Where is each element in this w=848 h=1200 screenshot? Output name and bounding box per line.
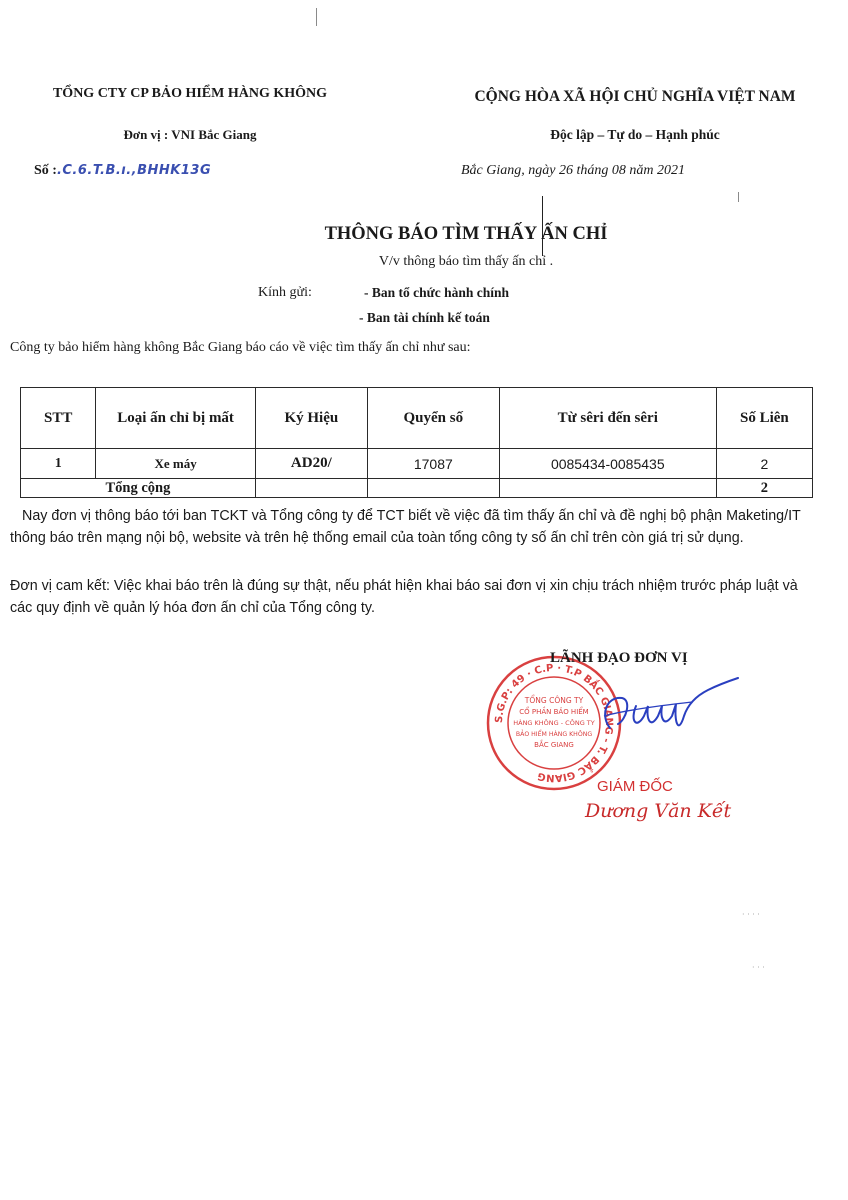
document-number-label: Số : [34, 163, 57, 178]
table-header-cell: Ký Hiệu [255, 388, 367, 449]
table-total-empty [499, 479, 716, 498]
table-cell-stt: 1 [21, 449, 96, 479]
seal-inner-line: HÀNG KHÔNG - CÔNG TY [513, 719, 595, 727]
table-cell-symbol: AD20/ [255, 449, 367, 479]
seal-inner-line: CỔ PHẦN BẢO HIỂM [519, 708, 589, 716]
intro-text: Công ty bảo hiểm hàng không Bắc Giang báo cáo về việc tìm thấy ấn chỉ như sau: [10, 340, 471, 355]
table-total-row [21, 479, 813, 498]
document-number [34, 163, 211, 179]
recipient-item: - Ban tài chính kế toán [359, 310, 490, 325]
document-number-value: .C.6.T.B.ı.‚BHHK13G [56, 163, 212, 178]
body-paragraph: Nay đơn vị thông báo tới ban TCKT và Tổng công ty để TCT biết về việc đã tìm thấy ấn chỉ và đề nghị bộ phận Maketing/IT thông báo trên mạng nội bộ, website và trên hệ thống email của toàn tổng công ty số ấn chỉ trên còn giá trị sử dụng. [10, 508, 801, 546]
unit-label: Đơn vị : VNI Bắc Giang [123, 127, 257, 142]
seal-inner-line: BẢO HIỂM HÀNG KHÔNG [515, 731, 593, 738]
table-cell-book: 17087 [367, 449, 499, 479]
table-total-label: Tổng cộng [21, 479, 256, 498]
seal-inner-line: TỔNG CÔNG TY [524, 696, 584, 705]
recipient-item: - Ban tổ chức hành chính [364, 285, 510, 300]
seal-outer-text: S.G.P: 49 · C.P · T.P BẮC GIANG - T. BẮC GIANG [493, 662, 615, 784]
country-name: CỘNG HÒA XÃ HỘI CHỦ NGHĨA VIỆT NAM [474, 88, 796, 105]
organization-name: TỔNG CTY CP BẢO HIỂM HÀNG KHÔNG [52, 86, 328, 101]
table-total-empty [255, 479, 367, 498]
table-header-cell: STT [21, 388, 96, 449]
scan-artifact-right [738, 192, 739, 202]
table-header-row [21, 388, 813, 449]
table-header-cell: Số Liên [716, 388, 812, 449]
table-header-cell: Từ sêri đến sêri [499, 388, 716, 449]
national-motto: Độc lập – Tự do – Hạnh phúc [550, 127, 720, 142]
table-cell-copies: 2 [716, 449, 812, 479]
table-row [21, 449, 813, 479]
document-subtitle: V/v thông báo tìm thấy ấn chỉ . [378, 254, 554, 269]
seal-inner-line: BẮC GIANG [534, 741, 574, 749]
scan-noise-mark: · · · · [742, 910, 760, 919]
table-total-value: 2 [716, 479, 812, 498]
signer-name: Dương Văn Kết [585, 800, 732, 822]
scan-artifact-top [316, 8, 317, 26]
document-title: THÔNG BÁO TÌM THẤY ẤN CHỈ [324, 224, 608, 244]
found-items-table [20, 387, 813, 498]
recipients-label: Kính gửi: [258, 285, 312, 300]
table-cell-serial-range: 0085434-0085435 [499, 449, 716, 479]
table-cell-type: Xe máy [96, 449, 255, 479]
table-header-cell: Loại ấn chỉ bị mất [96, 388, 255, 449]
table-header-cell: Quyển số [367, 388, 499, 449]
signer-role: GIÁM ĐỐC [597, 778, 673, 795]
body-paragraph: Đơn vị cam kết: Việc khai báo trên là đúng sự thật, nếu phát hiện khai báo sai đơn vị xin chịu trách nhiệm trước pháp luật và các quy định về quản lý hóa đơn ấn chỉ của Tổng công ty. [10, 578, 798, 616]
signature-heading: LÃNH ĐẠO ĐƠN VỊ [550, 650, 688, 666]
scan-noise-mark: · · · [752, 963, 765, 972]
handwritten-signature [596, 676, 742, 746]
date-line: Bắc Giang, ngày 26 tháng 08 năm 2021 [461, 163, 685, 178]
table-total-empty [367, 479, 499, 498]
